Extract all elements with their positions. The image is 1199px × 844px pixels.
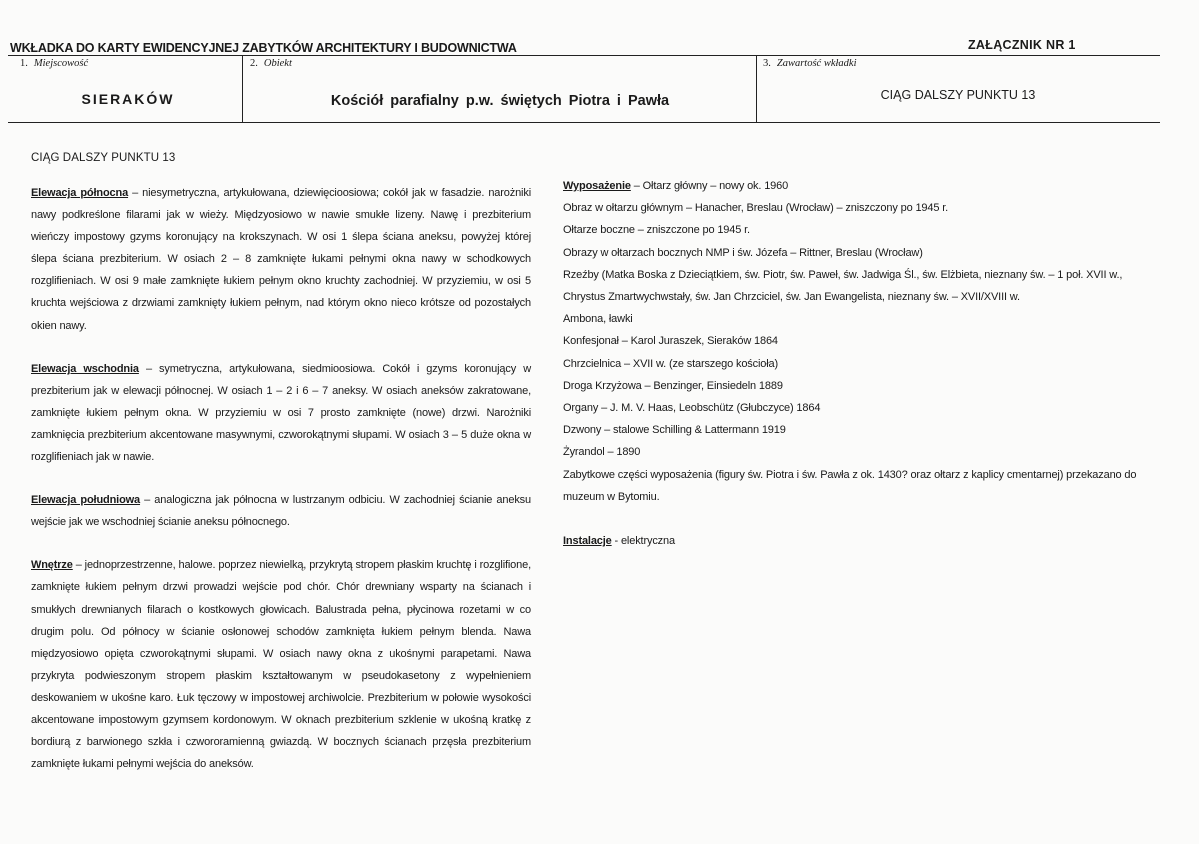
locality-label: 1. Miejscowość xyxy=(20,58,89,69)
contents-label: 3. Zawartość wkładki xyxy=(763,58,857,69)
equipment-line: Wyposażenie – Ołtarz główny – nowy ok. 1960 xyxy=(563,180,789,192)
equipment-line: Ambona, ławki xyxy=(563,313,633,326)
section-south-elevation xyxy=(31,489,531,533)
equipment-line: Dzwony – stalowe Schilling & Lattermann 1919 xyxy=(563,424,786,437)
equipment-line: Obrazy w ołtarzach bocznych NMP i św. Józefa – Rittner, Breslau (Wrocław) xyxy=(563,246,923,259)
section-north-elevation xyxy=(31,182,531,337)
form-title: WKŁADKA DO KARTY EWIDENCYJNEJ ZABYTKÓW ARCHITEKTURY I BUDOWNICTWA xyxy=(10,41,517,55)
equipment-line: Droga Krzyżowa – Benzinger, Einsiedeln 1889 xyxy=(563,379,783,392)
annex-number: ZAŁĄCZNIK NR 1 xyxy=(968,38,1076,52)
equipment-line: muzeum w Bytomiu. xyxy=(563,490,660,503)
contents-value: CIĄG DALSZY PUNKTU 13 xyxy=(880,88,1036,102)
section-text: – symetryczna, artykułowana, siedmioosiowa. Cokół i gzyms koronujący w prezbiterium jak w elewacji północnej. W osiach 1 – 2 i 6 – 7 aneksy. W osiach aneksów zakratowane, zamknięte łukiem pełnym okna. W przyziemiu w osi 7 prosto zamknięte (nowe) drzwi. Narożniki zamknięcia prezbiterium akcentowane masywnymi, czworokątnymi słupami. W osiach 3 – 5 duże okna w rozglifieniach jak w nawie. xyxy=(31,362,531,464)
section-heading: Wnętrze xyxy=(31,559,73,572)
equipment-line: Chrzcielnica – XVII w. (ze starszego kościoła) xyxy=(563,357,779,370)
cell-divider-1 xyxy=(242,56,243,122)
right-column xyxy=(563,175,1148,552)
section-heading: Elewacja północna xyxy=(31,187,129,199)
object-value: Kościół parafialny p.w. świętych Piotra i Pawła xyxy=(330,93,670,109)
equipment-line: Ołtarze boczne – zniszczone po 1945 r. xyxy=(563,224,750,237)
equipment-line: Chrystus Zmartwychwstały, św. Jan Chrzciciel, św. Jan Ewangelista, nieznany św. – XVII/XVIII w. xyxy=(563,291,1020,304)
installations-line: Instalacje - elektryczna xyxy=(563,535,675,548)
section-east-elevation xyxy=(31,358,531,468)
left-column xyxy=(31,152,531,796)
installations-heading: Instalacje xyxy=(563,535,612,548)
section-text: – niesymetryczna, artykułowana, dziewięcioosiowa; cokół jak w fasadzie. narożniki nawy podkreślone filarami jak w wieży. Międzyosiowo w nawie smukłe lizeny. Nawę i prezbiterium wieńczy impostowy gzyms koronujący na krokszynach. W osi 1 ślepa ściana aneksu, powyżej której ślepa ściana prezbiterium. W osiach 2 – 8 zamknięte łukami pełnymi okna nawy w schodkowych rozglifieniach. W osi 9 małe zamknięte łukiem pełnym okno kruchty zachodniej. W przyziemiu, w osi 5 kruchta wejściowa z drzwiami zamknięty łukiem pełnym, nad którym okno nieco krótsze od pozostałych okien nawy. xyxy=(31,187,531,332)
equipment-line: Rzeźby (Matka Boska z Dzieciątkiem, św. Piotr, św. Paweł, św. Jadwiga Śl., św. Elżbieta, nieznany św. – 1 poł. XVII w., xyxy=(563,268,1123,281)
object-label: 2. Obiekt xyxy=(250,58,292,69)
equipment-line: Organy – J. M. V. Haas, Leobschütz (Głubczyce) 1864 xyxy=(563,402,821,415)
equipment-line: Konfesjonał – Karol Juraszek, Sieraków 1864 xyxy=(563,335,778,348)
section-heading: Elewacja wschodnia xyxy=(31,362,139,375)
locality-value: SIERAKÓW xyxy=(81,91,175,107)
equipment-line: Obraz w ołtarzu głównym – Hanacher, Breslau (Wrocław) – zniszczony po 1945 r. xyxy=(563,202,949,215)
continuation-label: CIĄG DALSZY PUNKTU 13 xyxy=(31,152,176,164)
section-heading: Elewacja południowa xyxy=(31,494,141,507)
equipment-line: Zabytkowe części wyposażenia (figury św. Piotra i św. Pawła z ok. 1430? oraz ołtarz z kaplicy cmentarnej) przekazano do xyxy=(563,468,1137,481)
section-text: – jednoprzestrzenne, halowe. poprzez niewielką, przykrytą stropem płaskim kruchtę i rozglifione, zamknięte łukiem pełnym drzwi prowadzi wejście pod chór. Chór drewniany wsparty na ścianach i smukłych drewnianych filarach o kostkowych głowicach. Balustrada pełna, płycinowa rozetami w co drugim polu. Od północy w ścianie osłonowej schodów zamknięta łukiem pełnym blenda. Nawa międzyosiowo opięta czworokątnymi słupami. W osiach nawy okna z ukośnymi parapetami. Nawa przykryta podwieszonym stropem płaskim kształtowanym w pseudokasetony z wypełnieniem deskowaniem w ukośne karo. Łuk tęczowy w impostowej archiwolcie. Prezbiterium w połowie wysokości akcentowane impostowym gzymsem kordonowym. W oknach prezbiterium szklenie w ukośną kratkę z bordiurą z barwionego szkła i czwororamienną gwiazdą. W bocznych ścianach przęsła prezbiterium zamknięte łukami pełnymi wejścia do aneksów. xyxy=(31,559,531,771)
header-bottom-rule xyxy=(8,122,1160,123)
equipment-heading: Wyposażenie xyxy=(563,180,631,192)
header-top-rule xyxy=(8,55,1160,56)
spacer xyxy=(563,508,1148,530)
cell-divider-2 xyxy=(756,56,757,122)
section-text: – analogiczna jak północna w lustrzanym odbiciu. W zachodniej ścianie aneksu wejście jak we wschodniej ścianie aneksu północnego. xyxy=(31,494,531,529)
section-interior xyxy=(31,554,531,775)
equipment-line: Żyrandol – 1890 xyxy=(563,446,641,459)
